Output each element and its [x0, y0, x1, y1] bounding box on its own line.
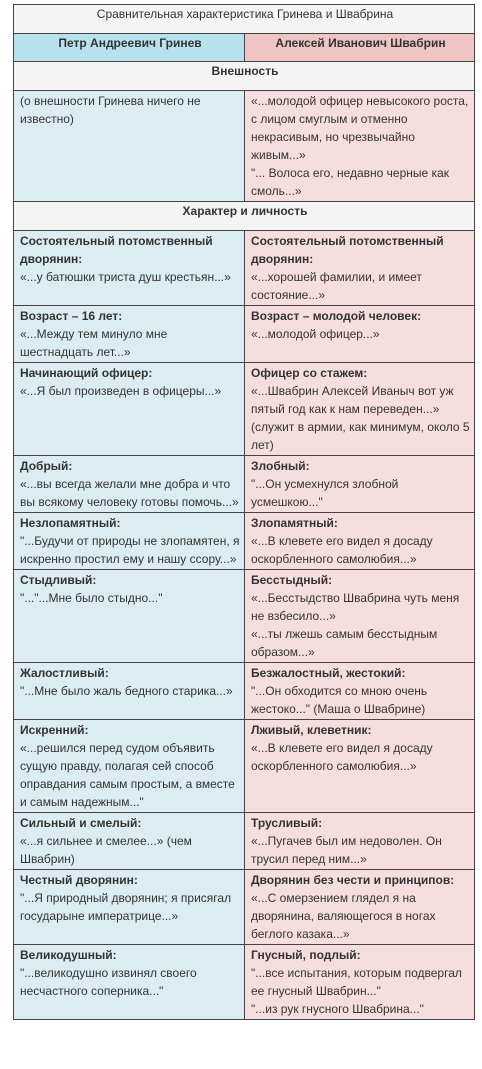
table-row	[14, 870, 475, 945]
table-row	[14, 945, 475, 1020]
section-appearance: Внешность	[14, 62, 475, 91]
trait-grinev-quote: "...Я природный дворянин; я присягал государыне императрице...»	[20, 891, 232, 923]
trait-shvabrin-cell	[245, 813, 475, 870]
trait-shvabrin-quote: «...ты лжешь самым бесстыдным образом...»	[251, 627, 438, 659]
trait-shvabrin-title: Бесстыдный:	[251, 573, 333, 587]
header-row	[14, 34, 475, 62]
trait-shvabrin-title: Возраст – молодой человек:	[251, 309, 422, 323]
trait-shvabrin-cell	[245, 231, 475, 306]
trait-shvabrin-quote: (служит в армии, как минимум, около 5 лет)	[251, 420, 470, 452]
trait-grinev-cell	[14, 306, 245, 363]
table-row	[14, 231, 475, 306]
trait-shvabrin-title: Лживый, клеветник:	[251, 723, 372, 737]
section-row-appearance	[14, 62, 475, 91]
trait-grinev-title: Состоятельный потомственный дворянин:	[20, 234, 213, 266]
trait-shvabrin-cell	[245, 306, 475, 363]
trait-grinev-quote: «...решился перед судом объявить сущую правду, полагая сей способ оправдания самым простым, а вместе и самым надежным..."	[20, 741, 235, 809]
table-row	[14, 813, 475, 870]
trait-grinev-quote: "...Будучи от природы не злопамятен, я искренно простил ему и нашу ссору...»	[20, 534, 240, 566]
table-row	[14, 663, 475, 720]
section-row-character	[14, 202, 475, 231]
table-row	[14, 513, 475, 570]
trait-grinev-quote: «...Я был произведен в офицеры...»	[20, 384, 222, 398]
trait-grinev-quote: «...я сильнее и смелее...» (чем Швабрин)	[20, 834, 192, 866]
trait-shvabrin-quote: «...хорошей фамилии, и имеет состояние...»	[251, 270, 422, 302]
trait-shvabrin-cell	[245, 720, 475, 813]
trait-grinev-cell	[14, 231, 245, 306]
trait-grinev-title: Незлопамятный:	[20, 516, 121, 530]
trait-grinev-cell	[14, 720, 245, 813]
appearance-shvabrin-cell	[245, 91, 475, 202]
trait-grinev-cell	[14, 456, 245, 513]
appearance-grinev-cell	[14, 91, 245, 202]
trait-shvabrin-quote: "...из рук гнусного Швабрина..."	[251, 1002, 424, 1016]
table-row	[14, 456, 475, 513]
trait-grinev-title: Искренний:	[20, 723, 89, 737]
table-caption: Сравнительная характеристика Гринева и Швабрина	[14, 5, 475, 34]
trait-grinev-cell	[14, 663, 245, 720]
trait-shvabrin-quote: «...Пугачев был им недоволен. Он трусил перед ним...»	[251, 834, 442, 866]
trait-grinev-cell	[14, 945, 245, 1020]
trait-shvabrin-quote: «...В клевете его видел я досаду оскорбленного самолюбия...»	[251, 534, 433, 566]
appearance-grinev-text: (о внешности Гринева ничего не известно)	[20, 94, 201, 126]
table-row-appearance	[14, 91, 475, 202]
trait-grinev-quote: «...Между тем минуло мне шестнадцать лет...»	[20, 327, 168, 359]
trait-shvabrin-title: Дворянин без чести и принципов:	[251, 873, 455, 887]
trait-shvabrin-cell	[245, 663, 475, 720]
caption-row	[14, 5, 475, 34]
trait-grinev-quote: "..."...Мне было стыдно..."	[20, 591, 163, 605]
trait-grinev-quote: "...Мне было жаль бедного старика...»	[20, 684, 233, 698]
trait-shvabrin-title: Гнусный, подлый:	[251, 948, 361, 962]
trait-grinev-title: Великодушный:	[20, 948, 117, 962]
trait-grinev-title: Жалостливый:	[20, 666, 109, 680]
section-character: Характер и личность	[14, 202, 475, 231]
trait-grinev-quote: "...великодушно извинял своего несчастного соперника..."	[20, 966, 197, 998]
trait-shvabrin-quote: «...молодой офицер...»	[251, 327, 380, 341]
trait-grinev-cell	[14, 870, 245, 945]
trait-grinev-quote: «...вы всегда желали мне добра и что вы всякому человеку готовы помочь...»	[20, 477, 239, 509]
trait-shvabrin-cell	[245, 870, 475, 945]
trait-shvabrin-title: Злопамятный:	[251, 516, 338, 530]
trait-grinev-title: Честный дворянин:	[20, 873, 138, 887]
trait-shvabrin-cell	[245, 945, 475, 1020]
header-grinev: Петр Андреевич Гринев	[14, 34, 245, 62]
trait-grinev-cell	[14, 570, 245, 663]
trait-shvabrin-quote: «...В клевете его видел я досаду оскорбленного самолюбия...»	[251, 741, 433, 773]
trait-shvabrin-quote: "...все испытания, которым подвергал ее гнусный Швабрин..."	[251, 966, 462, 998]
trait-shvabrin-title: Безжалостный, жестокий:	[251, 666, 406, 680]
trait-grinev-title: Стыдливый:	[20, 573, 97, 587]
trait-shvabrin-title: Состоятельный потомственный дворянин:	[251, 234, 444, 266]
trait-shvabrin-quote: "...Он обходится со мною очень жестоко..." (Маша о Швабрине)	[251, 684, 428, 716]
header-shvabrin: Алексей Иванович Швабрин	[245, 34, 475, 62]
table-row	[14, 306, 475, 363]
table-row	[14, 570, 475, 663]
appearance-shvabrin-quote: "... Волоса его, недавно черные как смоль...»	[251, 166, 449, 198]
trait-grinev-title: Сильный и смелый:	[20, 816, 142, 830]
appearance-shvabrin-quote: «...молодой офицер невысокого роста, с лицом смуглым и отменно некрасивым, но чрезвычайно живым...»	[251, 94, 469, 162]
trait-shvabrin-title: Офицер со стажем:	[251, 366, 368, 380]
table-row	[14, 363, 475, 456]
trait-grinev-cell	[14, 363, 245, 456]
trait-grinev-cell	[14, 513, 245, 570]
trait-grinev-title: Начинающий офицер:	[20, 366, 153, 380]
trait-grinev-title: Добрый:	[20, 459, 73, 473]
trait-shvabrin-cell	[245, 363, 475, 456]
trait-shvabrin-cell	[245, 513, 475, 570]
trait-shvabrin-cell	[245, 456, 475, 513]
trait-grinev-cell	[14, 813, 245, 870]
trait-shvabrin-cell	[245, 570, 475, 663]
trait-shvabrin-quote: «...Бесстыдство Швабрина чуть меня не взбесило...»	[251, 591, 460, 623]
trait-shvabrin-quote: "...Он усмехнулся злобной усмешкою..."	[251, 477, 399, 509]
trait-shvabrin-quote: «...С омерзением глядел я на дворянина, валяющегося в ногах беглого казака...»	[251, 891, 436, 941]
trait-shvabrin-title: Трусливый:	[251, 816, 323, 830]
table-row	[14, 720, 475, 813]
trait-grinev-title: Возраст – 16 лет:	[20, 309, 123, 323]
trait-grinev-quote: «...у батюшки триста душ крестьян...»	[20, 270, 231, 284]
trait-shvabrin-quote: «...Швабрин Алексей Иваныч вот уж пятый год как к нам переведен...»	[251, 384, 454, 416]
comparison-table	[13, 4, 475, 1020]
trait-shvabrin-title: Злобный:	[251, 459, 310, 473]
